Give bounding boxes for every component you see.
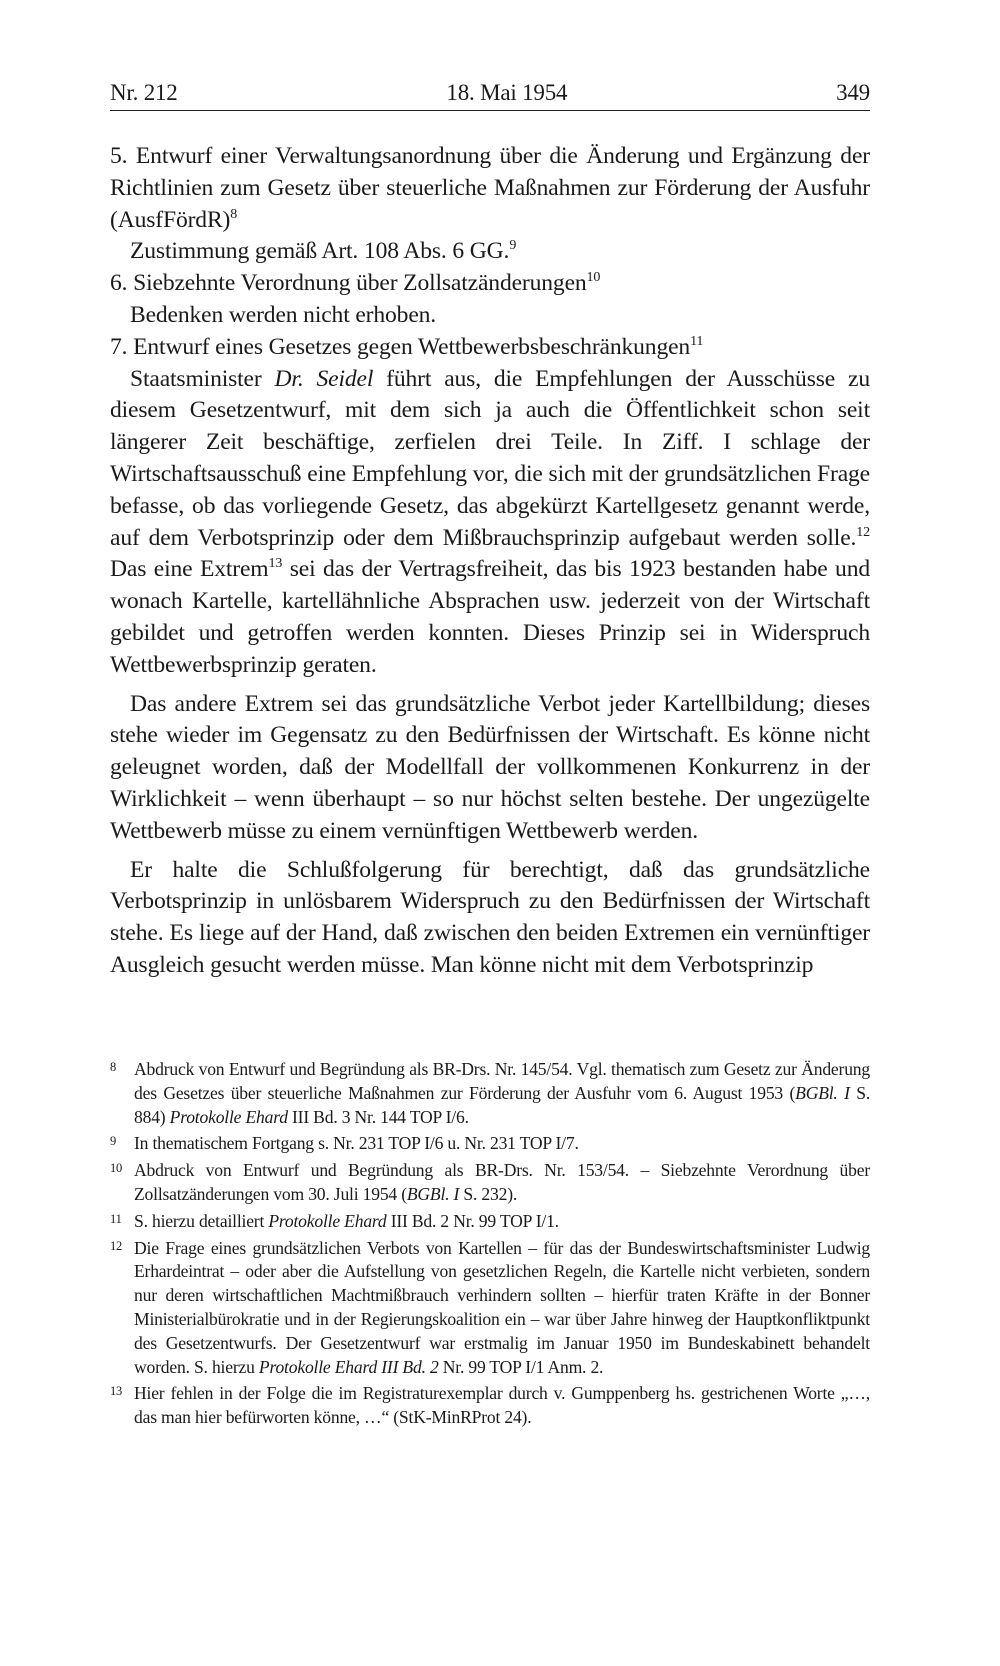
footnote-ref-11[interactable]: 11 bbox=[690, 333, 704, 349]
agenda-item-6-result: Bedenken werden nicht erhoben. bbox=[130, 301, 437, 328]
document-number: Nr. 212 bbox=[110, 80, 178, 105]
footnote-ref-10[interactable]: 10 bbox=[586, 270, 601, 286]
speaker-name: Dr. Seidel bbox=[274, 365, 374, 392]
footnote-10: 10 Abdruck von Entwurf und Begründung als BR-Drs. Nr. 153/54. – Siebzehnte Verordnung über Zollsatzänderungen vom 30. Juli 1954 (BGBl. I S. 232). bbox=[110, 1159, 870, 1207]
main-text bbox=[110, 141, 870, 982]
paragraph-extreme: Das andere Extrem sei das grundsätzliche Verbot jeder Kartellbildung; dieses stehe wieder im Gegensatz zu den Bedürfnissen der Wirtschaft. Es könne nicht geleugnet worden, daß der Modellfall der vollkommenen Konkurrenz in der Wirklichkeit – wenn überhaupt – so nur höchst selten bestehe. Der ungezügelte Wettbewerb müsse zu einem vernünftigen Wettbewerb werden. bbox=[110, 690, 870, 844]
agenda-item-6: 6. Siebzehnte Verordnung über Zollsatzänderungen$^{10}$ bbox=[110, 270, 601, 297]
session-date: 18. Mai 1954 bbox=[446, 80, 568, 105]
footnote-ref-13[interactable]: 13 bbox=[268, 556, 283, 572]
footnote-number: 12 bbox=[110, 1238, 123, 1253]
footnote-number: 11 bbox=[110, 1211, 122, 1226]
agenda-item-7: 7. Entwurf eines Gesetzes gegen Wettbewerbsbeschränkungen$^{11}$ bbox=[110, 333, 704, 360]
footnote-13: 13 Hier fehlen in der Folge die im Registraturexemplar durch v. Gumppenberg hs. gestrichenen Worte „…, das man hier befürworten könne, …“ (StK-MinRProt 24). bbox=[110, 1382, 870, 1430]
footnote-ref-8[interactable]: 8 bbox=[230, 206, 238, 222]
footnote-12: 12 Die Frage eines grundsätzlichen Verbots von Kartellen – für das der Bundeswirtschaftsminister Ludwig Erhardeintrat – oder aber die Aufstellung von gesetzlichen Regeln, die Kartelle nicht verbieten, sondern nur deren wirtschaftlichen Machtmißbrauch verhindern sollten – hierfür traten Kräfte in der Bonner Ministerialbürokratie und in der Regierungskoalition ein – war über Jahre hinweg der Hauptkonfliktpunkt des Gesetzentwurfs. Der Gesetzentwurf war erstmalig im Januar 1950 im Bundeskabinett behandelt worden. S. hierzu Protokolle Ehard III Bd. 2 Nr. 99 TOP I/1 Anm. 2. bbox=[110, 1237, 870, 1380]
footnote-ref-12[interactable]: 12 bbox=[856, 524, 870, 540]
footnote-number: 9 bbox=[110, 1134, 117, 1149]
footnote-number: 13 bbox=[110, 1384, 123, 1399]
footnote-11: 11 S. hierzu detailliert Protokolle Ehard III Bd. 2 Nr. 99 TOP I/1. bbox=[110, 1210, 870, 1234]
paragraph-seidel: Staatsminister Dr. Seidel führt aus, die Empfehlungen der Ausschüsse zu diesem Gesetzentwurf, mit dem sich ja auch die Öffentlichkeit schon seit längerer Zeit beschäftige, zerfielen drei Teile. In Ziff. I schlage der Wirtschaftsausschuß eine Empfehlung vor, die sich mit der grundsätzlichen Frage befasse, ob das vorliegende Gesetz, das abgekürzt Kartellgesetz genannt werde, auf dem Verbotsprinzip oder dem Mißbrauchsprinzip aufgebaut werden solle.$^{12}$ Das eine Extrem$^{13}$ sei das der Vertragsfreiheit, das bis 1923 bestanden habe und wonach Kartelle, kartellähnliche Absprachen usw. jederzeit von der Wirtschaft gebildet und getroffen werden konnten. Dieses Prinzip sei in Widerspruch Wettbewerbsprinzip geraten. bbox=[110, 365, 870, 678]
page bbox=[110, 78, 870, 982]
paragraph-conclusion: Er halte die Schlußfolgerung für berechtigt, daß das grundsätzliche Verbotsprinzip in unlösbarem Widerspruch zu den Bedürfnissen der Wirtschaft stehe. Es liege auf der Hand, daß zwischen den beiden Extremen ein vernünftiger Ausgleich gesucht werden müsse. Man könne nicht mit dem Verbotsprinzip bbox=[110, 856, 870, 978]
footnotes bbox=[110, 1058, 870, 1433]
footnote-number: 8 bbox=[110, 1060, 117, 1074]
footnote-8: 8 Abdruck von Entwurf und Begründung als BR-Drs. Nr. 145/54. Vgl. thematisch zum Gesetz zur Änderung des Gesetzes über steuerliche Maßnahmen zur Förderung der Ausfuhr vom 6. August 1953 (BGBl. I S. 884) Protokolle Ehard III Bd. 3 Nr. 144 TOP I/6. bbox=[110, 1058, 870, 1129]
agenda-item-5-result: Zustimmung gemäß Art. 108 Abs. 6 GG.$^9$ bbox=[130, 238, 517, 265]
footnote-number: 10 bbox=[110, 1161, 123, 1176]
running-head bbox=[110, 78, 870, 111]
page-number: 349 bbox=[836, 80, 870, 105]
footnote-ref-9[interactable]: 9 bbox=[509, 238, 517, 254]
footnote-9: 9 In thematischem Fortgang s. Nr. 231 TOP I/6 u. Nr. 231 TOP I/7. bbox=[110, 1132, 870, 1156]
agenda-item-5: 5. Entwurf einer Verwaltungsanordnung über die Änderung und Ergänzung der Richtlinien zum Gesetz über steuerliche Maßnahmen zur Förderung der Ausfuhr (AusfFördR)$^8$ bbox=[110, 143, 870, 233]
